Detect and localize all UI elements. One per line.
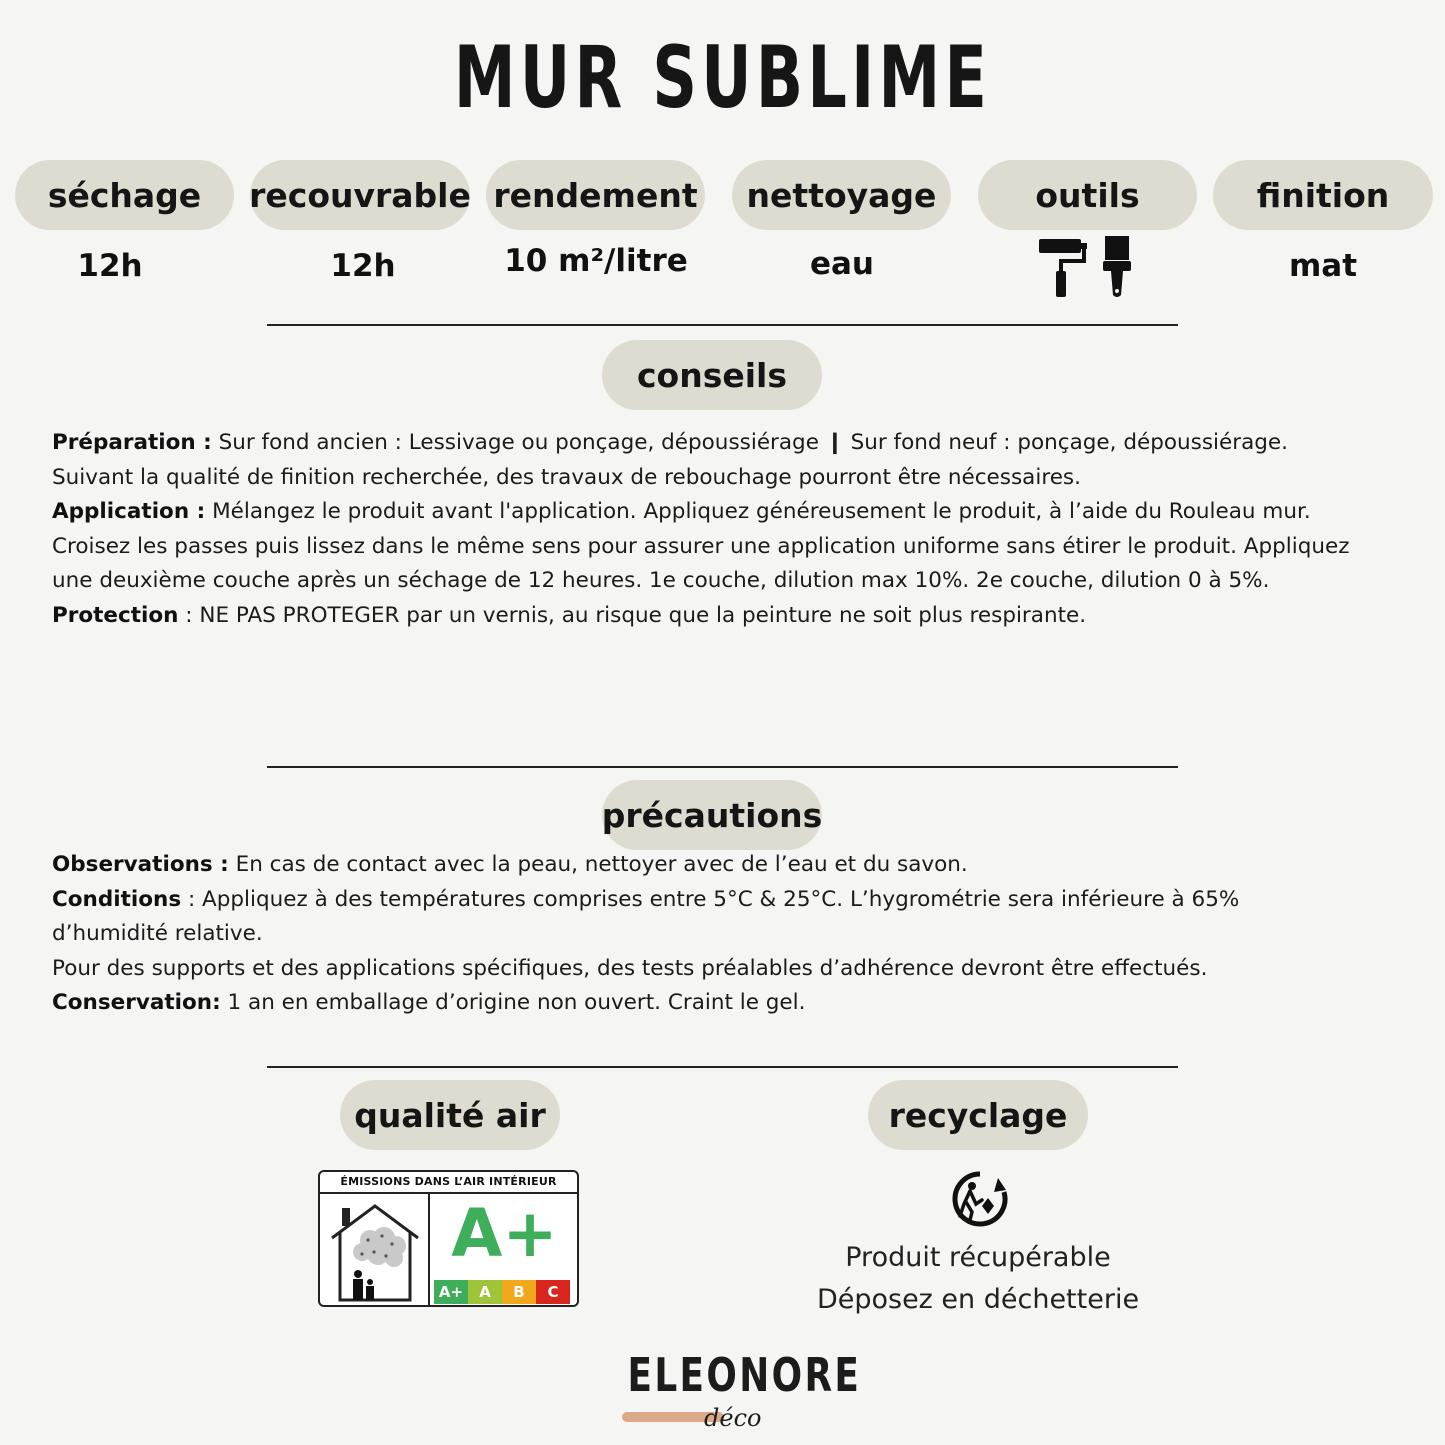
scale-c: C [536,1280,570,1304]
spec-label-drying: séchage [15,160,234,230]
text-line: Observations : En cas de contact avec la peau, nettoyer avec de l’eau et du savon. [52,852,968,877]
scale-a-plus: A+ [434,1280,468,1304]
text-line: une deuxième couche après un séchage de 12 heures. 1e couche, dilution max 10%. 2e couche, dilution 0 à 5%. [52,568,1270,594]
precautions-text [52,848,1437,1021]
spec-value-finish: mat [1288,248,1358,284]
text-line: Suivant la qualité de finition recherchée, des travaux de rebouchage pourront être nécessaires. [52,464,1081,490]
recycling-triman-icon [948,1170,1012,1228]
spec-label-recoat: recouvrable [250,160,470,230]
text-line: Pour des supports et des applications spécifiques, des tests préalables d’adhérence devront être effectués. [52,955,1208,981]
brand-logo [600,1348,862,1438]
text-line: Application : Mélangez le produit avant l'application. Appliquez généreusement le produit, à l’aide du Rouleau mur. [52,499,1311,525]
brand-sub: déco [704,1404,762,1432]
text-line: d’humidité relative. [52,921,263,947]
air-quality-label [318,1170,579,1307]
divider [267,1066,1178,1068]
divider [267,766,1178,768]
page-title: MUR SUBLIME [453,28,992,128]
paintbrush-icon [1100,235,1134,299]
brand-name: ELEONORE [627,1348,862,1402]
recycling-line-1: Produit récupérable [845,1242,1111,1273]
conseils-text [52,426,1437,634]
house-icon [326,1200,424,1304]
spec-label-tools: outils [978,160,1197,230]
section-heading-precautions: précautions [602,780,822,850]
section-heading-recycling: recyclage [868,1080,1088,1150]
air-label-title: ÉMISSIONS DANS L’AIR INTÉRIEUR [340,1175,557,1188]
spec-value-recoat: 12h [330,248,396,284]
text-line: Conditions : Appliquez à des températures comprises entre 5°C & 25°C. L’hygrométrie sera inférieure à 65% [52,886,1240,912]
spec-label-cleaning: nettoyage [732,160,951,230]
recycling-line-2: Déposez en déchetterie [816,1284,1140,1315]
spec-label-finish: finition [1213,160,1433,230]
spec-value-cleaning: eau [809,246,874,282]
spec-value-coverage: 10 m²/litre [504,243,688,279]
air-grade: A+ [451,1195,558,1272]
scale-b: B [502,1280,536,1304]
spec-label-coverage: rendement [486,160,705,230]
paint-roller-icon [1037,237,1093,299]
divider [267,324,1178,326]
text-line: Conservation: 1 an en emballage d’origine non ouvert. Craint le gel. [52,990,806,1016]
scale-a: A [468,1280,502,1304]
text-line: Protection : NE PAS PROTEGER par un vernis, au risque que la peinture ne soit plus respirante. [52,602,1087,628]
text-line: Préparation : Sur fond ancien : Lessivage ou ponçage, dépoussiérage ❙ Sur fond neuf : ponçage, dépoussiérage. [52,430,1288,455]
air-scale [434,1280,570,1304]
spec-value-drying: 12h [77,248,143,284]
section-heading-conseils: conseils [602,340,822,410]
section-heading-air-quality: qualité air [340,1080,560,1150]
text-line: Croisez les passes puis lissez dans le même sens pour assurer une application uniforme sans étirer le produit. Appliquez [52,533,1350,559]
